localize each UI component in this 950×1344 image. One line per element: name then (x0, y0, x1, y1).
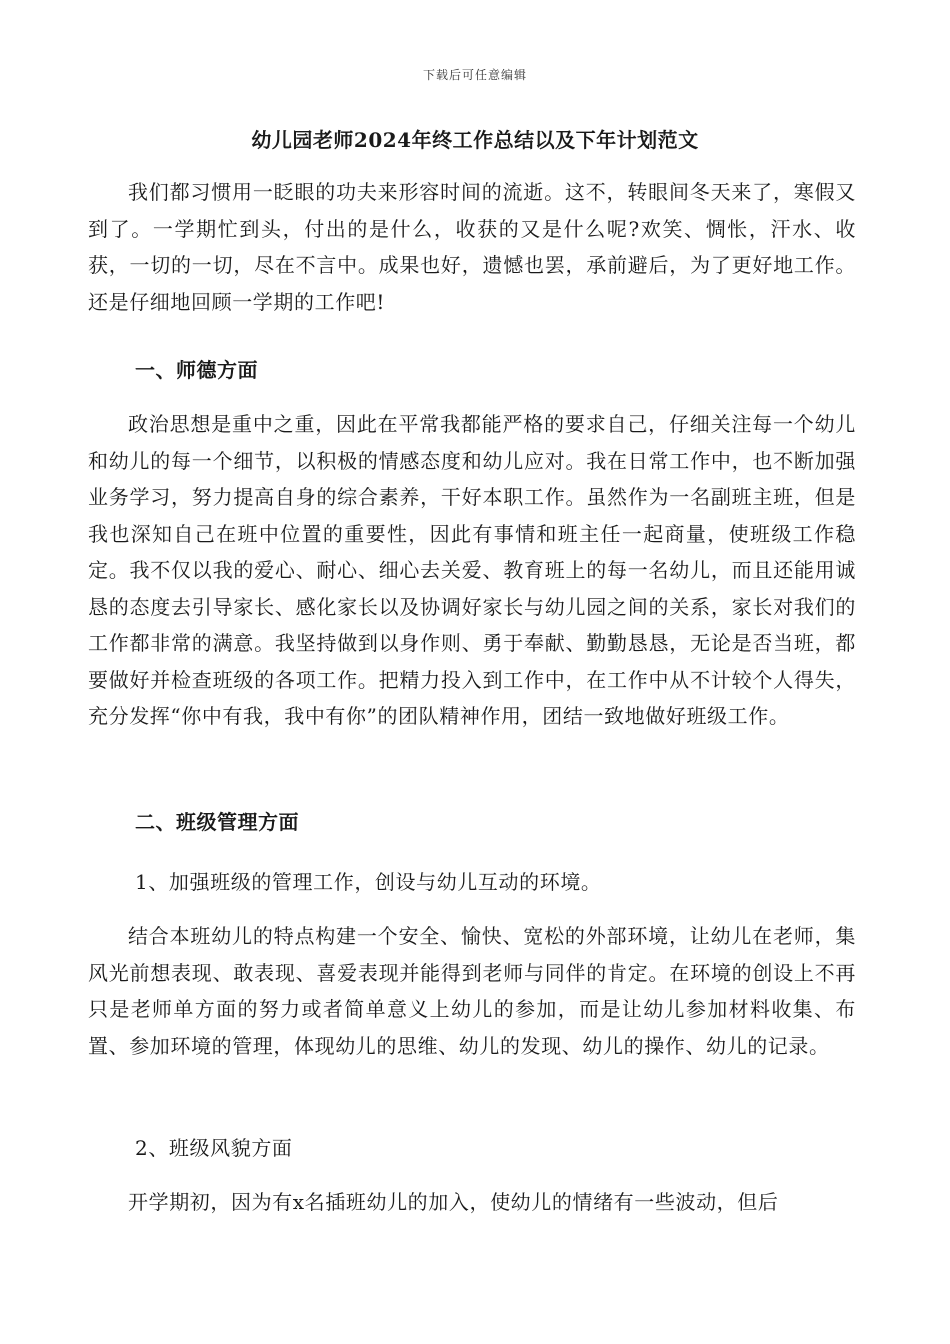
section2-block1 (88, 918, 856, 1064)
intro-paragraph: 我们都习惯用一眨眼的功夫来形容时间的流逝。这不，转眼间冬天来了，寒假又到了。一学期忙到头，付出的是什么，收获的又是什么呢?欢笑、惆怅，汗水、收获，一切的一切，尽在不言中。成果也好，遗憾也罢，承前避后，为了更好地工作。还是仔细地回顾一学期的工作吧! (88, 180, 856, 314)
document-title: 幼儿园老师2024年终工作总结以及下年计划范文 (251, 128, 699, 152)
section2-item2: 2、班级风貌方面 (135, 1136, 293, 1160)
intro-block (88, 174, 856, 320)
section2-item1: 1、加强班级的管理工作，创设与幼儿互动的环境。 (135, 870, 602, 894)
section2-paragraph2: 开学期初，因为有x名插班幼儿的加入，使幼儿的情绪有一些波动，但后 (128, 1190, 779, 1214)
section2-block2 (88, 1184, 856, 1221)
section-heading-teacher-ethics: 一、师德方面 (135, 358, 258, 382)
section1-block (88, 406, 856, 735)
section-heading-class-management: 二、班级管理方面 (135, 810, 299, 834)
header-note: 下载后可任意编辑 (422, 68, 527, 82)
section2-paragraph1: 结合本班幼儿的特点构建一个安全、愉快、宽松的外部环境，让幼儿在老师，集风光前想表现、敢表现、喜爱表现并能得到老师与同伴的肯定。在环境的创设上不再只是老师单方面的努力或者简单意义上幼儿的参加，而是让幼儿参加材料收集、布置、参加环境的管理，体现幼儿的思维、幼儿的发现、幼儿的操作、幼儿的记录。 (88, 924, 856, 1058)
section1-paragraph: 政治思想是重中之重，因此在平常我都能严格的要求自己，仔细关注每一个幼儿和幼儿的每一个细节，以积极的情感态度和幼儿应对。我在日常工作中，也不断加强业务学习，努力提高自身的综合素养，干好本职工作。虽然作为一名副班主班，但是我也深知自己在班中位置的重要性，因此有事情和班主任一起商量，使班级工作稳定。我不仅以我的爱心、耐心、细心去关爱、教育班上的每一名幼儿，而且还能用诚恳的态度去引导家长、感化家长以及协调好家长与幼儿园之间的关系，家长对我们的工作都非常的满意。我坚持做到以身作则、勇于奉献、勤勤恳恳，无论是否当班，都要做好并检查班级的各项工作。把精力投入到工作中，在工作中从不计较个人得失，充分发挥“你中有我，我中有你”的团队精神作用，团结一致地做好班级工作。 (88, 412, 856, 728)
